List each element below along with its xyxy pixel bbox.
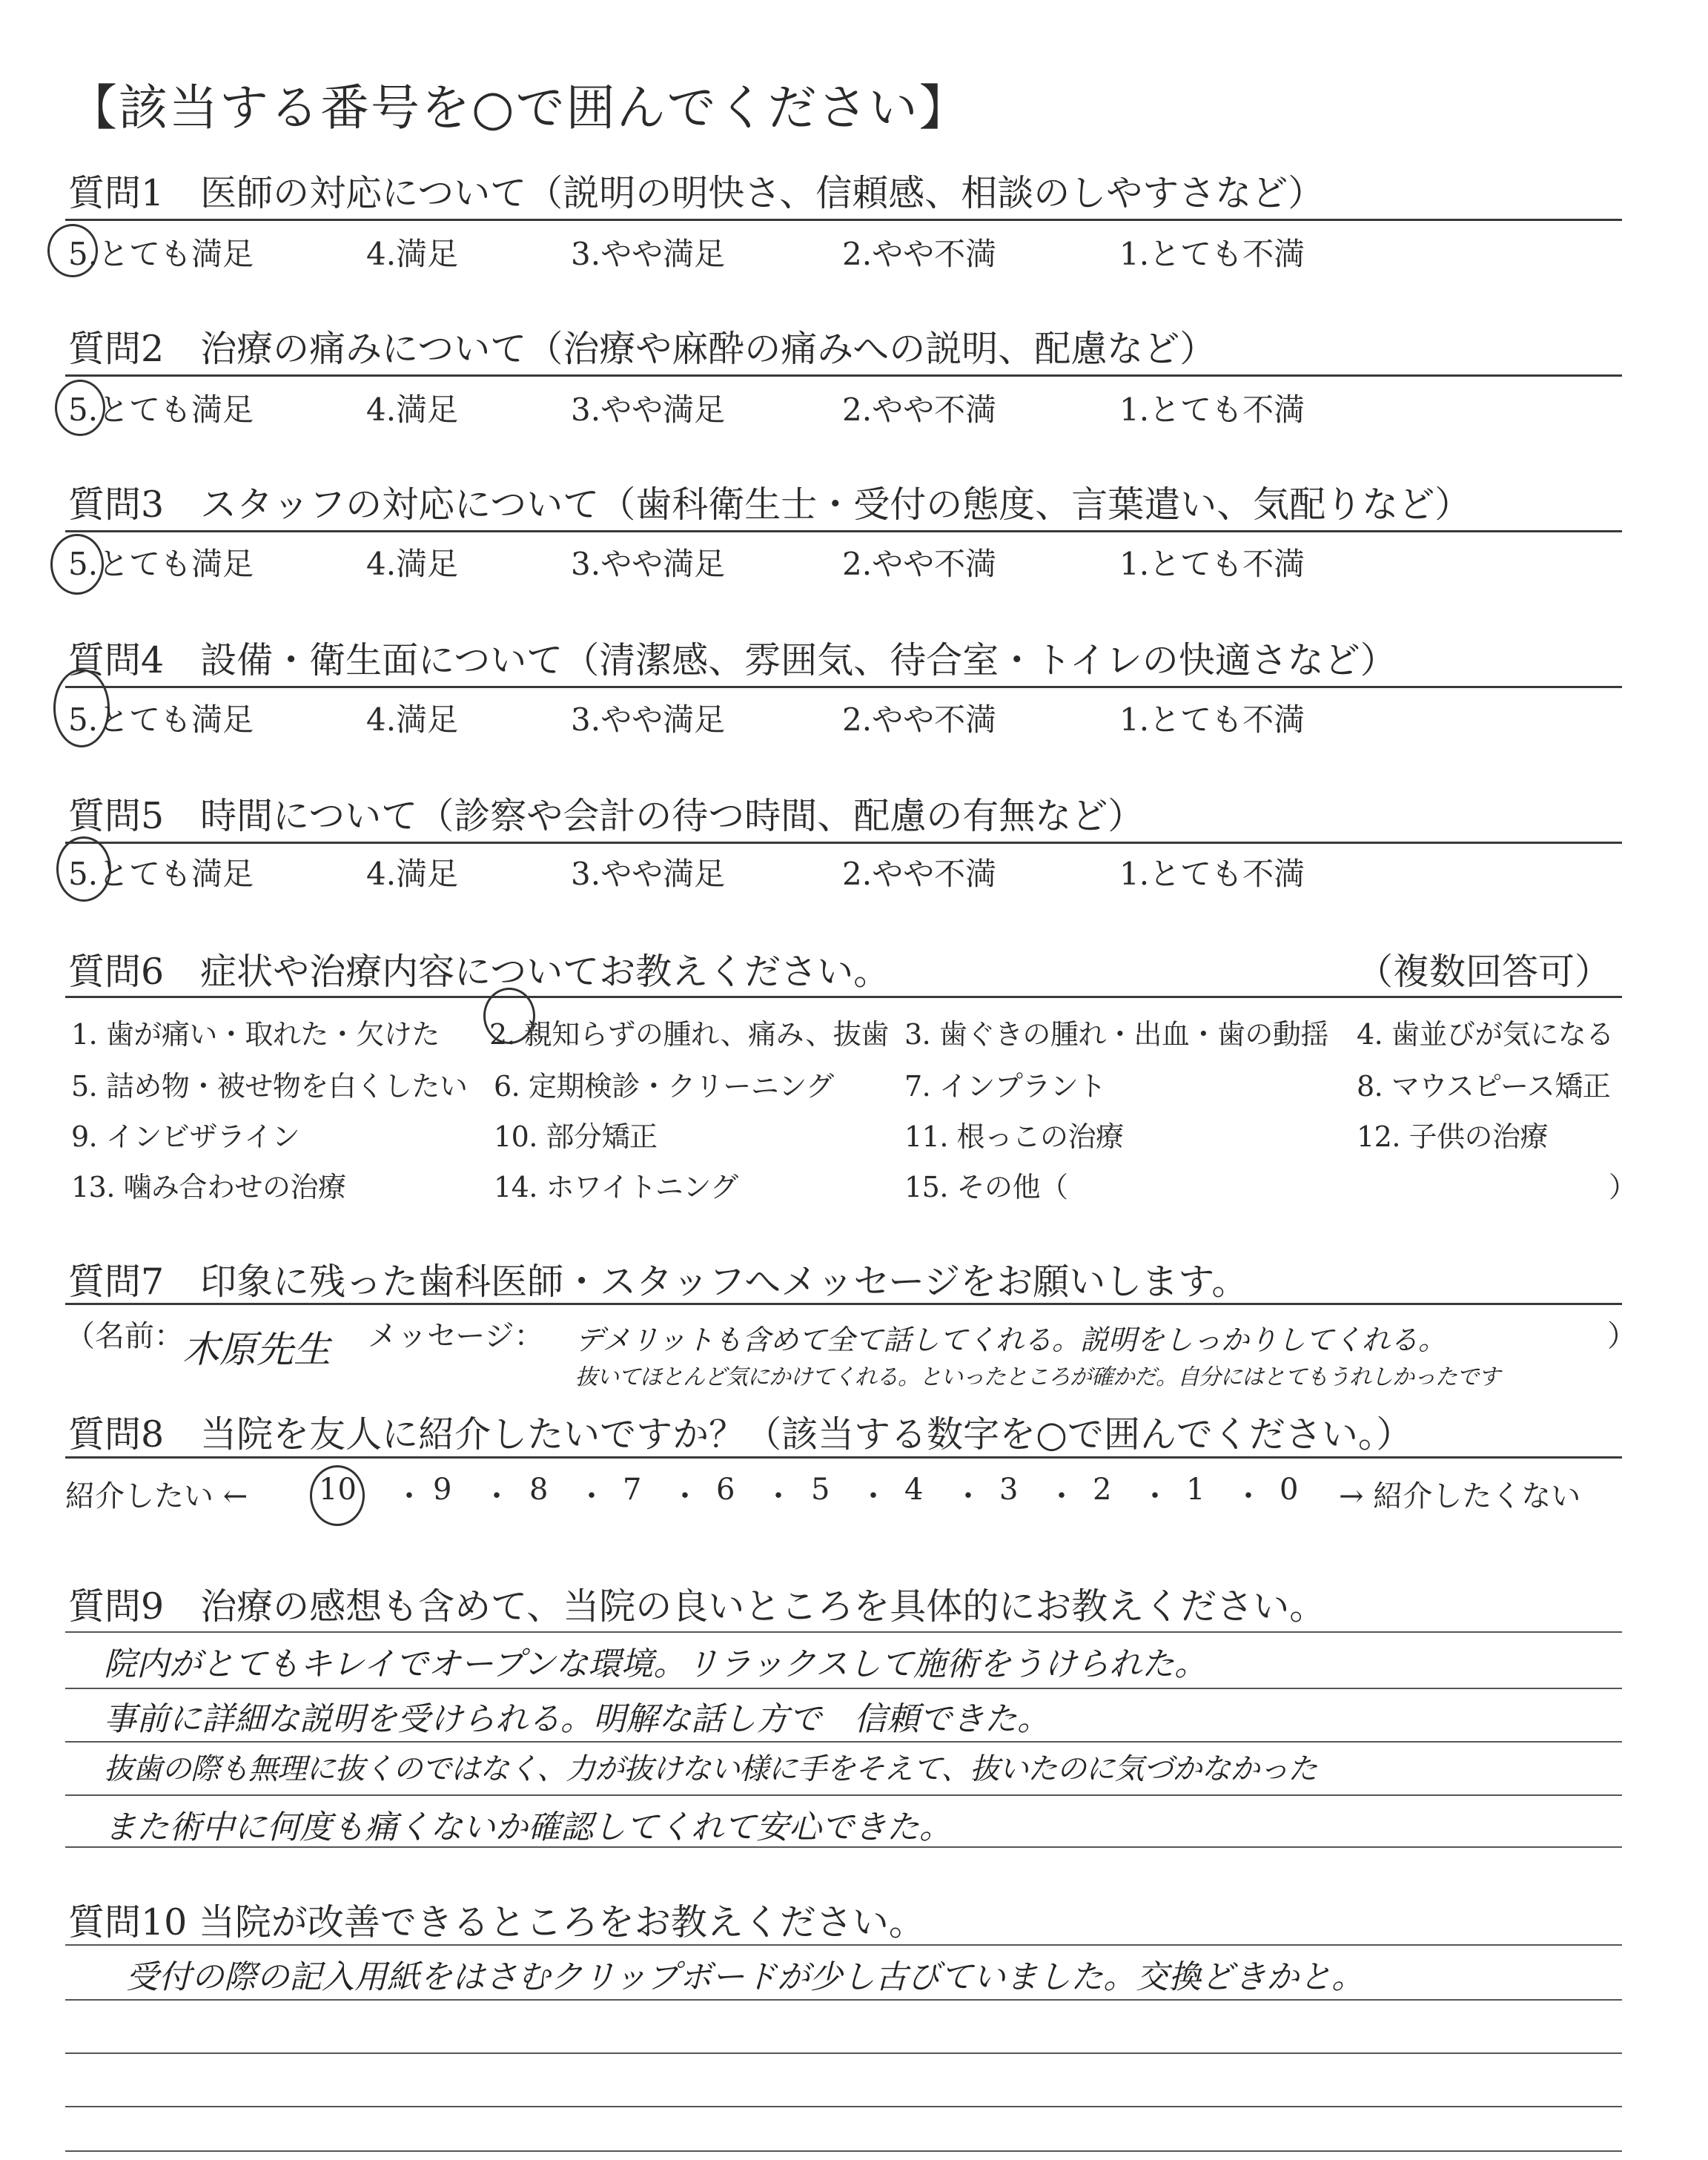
- option-4[interactable]: 4.満足: [366, 236, 459, 272]
- option-5[interactable]: 5.とても満足: [68, 856, 254, 892]
- divider: [65, 374, 1622, 377]
- option-2[interactable]: 2.やや不満: [842, 546, 997, 582]
- divider: [65, 219, 1622, 221]
- answer-line: [65, 1631, 1622, 1633]
- option-4[interactable]: 4.満足: [366, 856, 459, 892]
- recommend-0[interactable]: 0: [1280, 1473, 1299, 1507]
- recommend-5[interactable]: 5: [811, 1473, 830, 1507]
- recommend-1[interactable]: 1: [1186, 1473, 1205, 1507]
- question-heading: 質問1 医師の対応について（説明の明快さ、信頼感、相談のしやすさなど）: [68, 172, 1325, 214]
- symptom-option[interactable]: 6. 定期検診・クリーニング: [494, 1070, 834, 1103]
- form-title: 【該当する番号を○で囲んでください】: [68, 79, 970, 136]
- answer-line: [65, 2150, 1622, 2152]
- option-3[interactable]: 3.やや満足: [571, 236, 726, 272]
- option-5[interactable]: 5.とても満足: [68, 701, 254, 738]
- symptom-option[interactable]: 2. 親知らずの腫れ、痛み、抜歯: [489, 1018, 889, 1051]
- symptom-option[interactable]: 13. 噛み合わせの治療: [71, 1171, 346, 1203]
- option-4[interactable]: 4.満足: [366, 701, 459, 738]
- answer-line: [65, 1846, 1622, 1848]
- option-3[interactable]: 3.やや満足: [571, 546, 726, 582]
- option-3[interactable]: 3.やや満足: [571, 701, 726, 738]
- scale-dot: ・: [1234, 1479, 1263, 1513]
- symptom-option[interactable]: 11. 根っこの治療: [904, 1120, 1124, 1153]
- answer-text-line[interactable]: また術中に何度も痛くないか確認してくれて安心できた。: [104, 1809, 952, 1846]
- recommend-2[interactable]: 2: [1093, 1473, 1112, 1507]
- option-1[interactable]: 1.とても不満: [1119, 546, 1305, 582]
- option-1[interactable]: 1.とても不満: [1119, 856, 1305, 892]
- option-4[interactable]: 4.満足: [366, 546, 459, 582]
- message-line-1[interactable]: デメリットも含めて全て話してくれる。説明をしっかりしてくれる。: [575, 1324, 1446, 1356]
- symptom-option[interactable]: 7. インプラント: [904, 1070, 1106, 1103]
- option-3[interactable]: 3.やや満足: [571, 392, 726, 428]
- symptom-option[interactable]: 3. 歯ぐきの腫れ・出血・歯の動揺: [904, 1018, 1328, 1051]
- message-label: メッセージ：: [368, 1319, 544, 1353]
- option-1[interactable]: 1.とても不満: [1119, 392, 1305, 428]
- divider: [65, 530, 1622, 532]
- option-5[interactable]: 5.とても満足: [68, 546, 254, 582]
- option-5[interactable]: 5.とても満足: [68, 236, 254, 272]
- message-line-2[interactable]: 抜いてほとんど気にかけてくれる。といったところが確かだ。自分にはとてもうれしかったです: [575, 1364, 1500, 1390]
- option-2[interactable]: 2.やや不満: [842, 701, 997, 738]
- recommend-4[interactable]: 4: [904, 1473, 924, 1507]
- question-heading: 質問10 当院が改善できるところをお教えください。: [68, 1901, 925, 1943]
- answer-text-line[interactable]: 院内がとてもキレイでオープンな環境。リラックスして施術をうけられた。: [104, 1645, 1208, 1683]
- option-2[interactable]: 2.やや不満: [842, 236, 997, 272]
- message-close-paren: ）: [1607, 1319, 1637, 1353]
- answer-text-line[interactable]: 受付の際の記入用紙をはさむクリップボードが少し古びていました。交換どきかと。: [126, 1958, 1365, 1996]
- symptom-option[interactable]: 4. 歯並びが気になる: [1357, 1018, 1614, 1051]
- answer-line: [65, 1741, 1622, 1743]
- symptom-option[interactable]: 14. ホワイトニング: [494, 1171, 738, 1203]
- divider: [65, 1303, 1622, 1305]
- answer-line: [65, 1999, 1622, 2001]
- scale-dot: ・: [577, 1479, 606, 1513]
- question-heading: 質問6 症状や治療内容についてお教えください。: [68, 951, 890, 993]
- recommend-10[interactable]: 10: [319, 1473, 357, 1507]
- other-close-paren: ）: [1609, 1171, 1637, 1203]
- answer-text-line[interactable]: 抜歯の際も無理に抜くのではなく、力が抜けない様に手をそえて、抜いたのに気づかなかった: [104, 1752, 1317, 1786]
- option-3[interactable]: 3.やや満足: [571, 856, 726, 892]
- symptom-option[interactable]: 15. その他（: [904, 1171, 1068, 1203]
- divider: [65, 686, 1622, 688]
- option-1[interactable]: 1.とても不満: [1119, 236, 1305, 272]
- answer-line: [65, 2106, 1622, 2107]
- question-heading: 質問2 治療の痛みについて（治療や麻酔の痛みへの説明、配慮など）: [68, 328, 1217, 370]
- scale-dot: ・: [670, 1479, 700, 1513]
- recommend-6[interactable]: 6: [716, 1473, 735, 1507]
- symptom-option[interactable]: 5. 詰め物・被せ物を白くしたい: [71, 1070, 468, 1103]
- question-heading: 質問5 時間について（診察や会計の待つ時間、配慮の有無など）: [68, 795, 1145, 837]
- question-heading: 質問9 治療の感想も含めて、当院の良いところを具体的にお教えください。: [68, 1585, 1326, 1628]
- divider: [65, 842, 1622, 844]
- answer-line: [65, 1944, 1622, 1946]
- symptom-option[interactable]: 1. 歯が痛い・取れた・欠けた: [71, 1018, 440, 1051]
- scale-dot: ・: [764, 1479, 793, 1513]
- divider: [65, 1456, 1622, 1459]
- not-recommend-label: → 紹介したくない: [1339, 1479, 1581, 1513]
- answer-text-line[interactable]: 事前に詳細な説明を受けられる。明解な話し方で 信頼できた。: [104, 1700, 1050, 1738]
- multiple-answer-note: （複数回答可）: [1357, 951, 1612, 993]
- option-1[interactable]: 1.とても不満: [1119, 701, 1305, 738]
- scale-dot: ・: [1140, 1479, 1170, 1513]
- question-heading: 質問7 印象に残った歯科医師・スタッフへメッセージをお願いします。: [68, 1261, 1248, 1303]
- scale-dot: ・: [394, 1479, 424, 1513]
- question-heading: 質問8 当院を友人に紹介したいですか？（該当する数字を○で囲んでください。）: [68, 1413, 1413, 1456]
- option-5[interactable]: 5.とても満足: [68, 392, 254, 428]
- recommend-9[interactable]: 9: [433, 1473, 452, 1507]
- question-heading: 質問4 設備・衛生面について（清潔感、雰囲気、待合室・トイレの快適さなど）: [68, 639, 1397, 681]
- name-label: （名前：: [65, 1319, 184, 1353]
- recommend-3[interactable]: 3: [999, 1473, 1019, 1507]
- symptom-option[interactable]: 12. 子供の治療: [1357, 1120, 1549, 1153]
- recommend-7[interactable]: 7: [623, 1473, 642, 1507]
- question-heading: 質問3 スタッフの対応について（歯科衛生士・受付の態度、言葉遣い、気配りなど）: [68, 483, 1472, 526]
- recommend-label: 紹介したい ←: [65, 1479, 248, 1513]
- symptom-option[interactable]: 9. インビザライン: [71, 1120, 300, 1153]
- scale-dot: ・: [482, 1479, 512, 1513]
- answer-line: [65, 2052, 1622, 2054]
- option-2[interactable]: 2.やや不満: [842, 856, 997, 892]
- option-4[interactable]: 4.満足: [366, 392, 459, 428]
- option-2[interactable]: 2.やや不満: [842, 392, 997, 428]
- symptom-option[interactable]: 10. 部分矯正: [494, 1120, 658, 1153]
- name-value[interactable]: 木原先生: [182, 1328, 331, 1371]
- divider: [65, 996, 1622, 998]
- scale-dot: ・: [1047, 1479, 1076, 1513]
- symptom-option[interactable]: 8. マウスピース矯正: [1357, 1070, 1611, 1103]
- recommend-8[interactable]: 8: [529, 1473, 549, 1507]
- answer-line: [65, 1688, 1622, 1689]
- answer-line: [65, 1794, 1622, 1796]
- scale-dot: ・: [953, 1479, 983, 1513]
- scale-dot: ・: [858, 1479, 888, 1513]
